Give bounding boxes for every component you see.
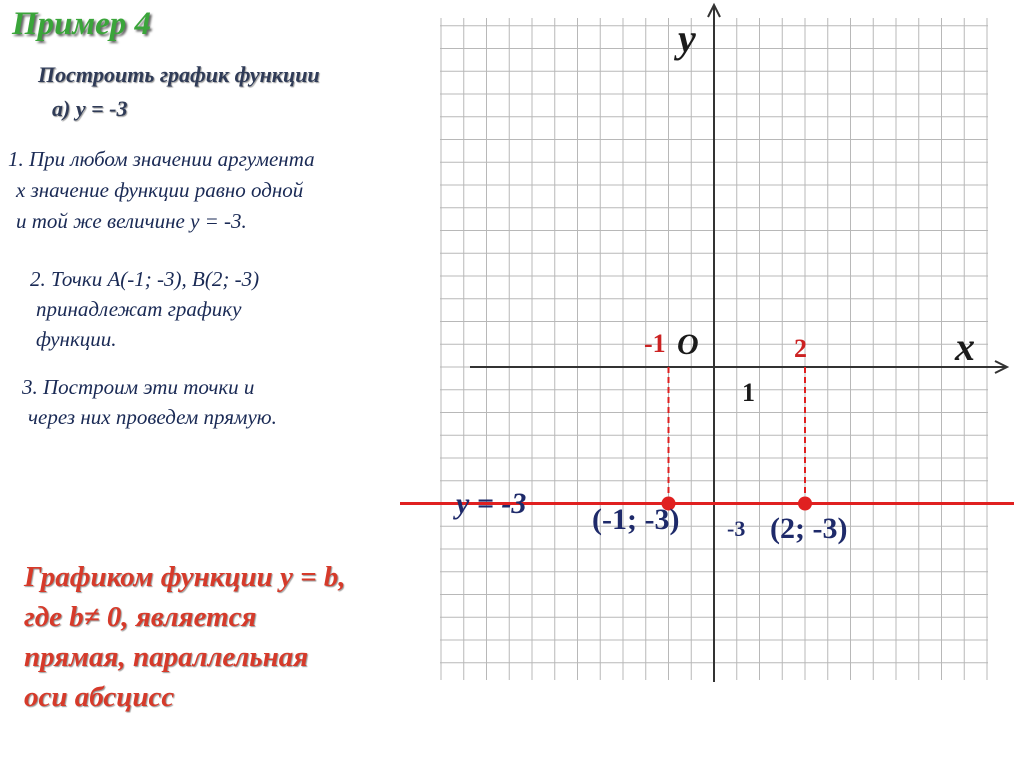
point-a-label: (-1; -3) [592,503,680,536]
step-1-line-1: 1. При любом значении аргумента [8,147,315,171]
conclusion-line-2: где b≠ 0, является [24,601,257,633]
conclusion-line-4: оси абсцисс [24,681,175,713]
line-equation-label: у = -3 [456,487,527,520]
tick-label-minus-1: -1 [644,329,666,358]
task-function: а) у = -3 [52,96,128,121]
step-1-line-3: и той же величине у = -3. [16,209,247,233]
tick-label-minus-3: -3 [727,516,746,541]
step-2-line-1: 2. Точки А(-1; -3), В(2; -3) [30,267,260,291]
step-1-line-2: х значение функции равно одной [16,178,304,202]
step-3-line-2: через них проведем прямую. [28,405,277,429]
point-b [798,497,812,511]
conclusion-line-1: Графиком функции у = b, [24,561,346,593]
point-b-label: (2; -3) [770,512,848,545]
origin-label: O [677,328,699,361]
axes [470,5,1007,682]
tick-label-2: 2 [794,334,807,363]
conclusion-line-3: прямая, параллельная [24,641,309,673]
task-heading: Построить график функции [38,62,320,87]
step-2-line-2: принадлежат графику [36,297,242,321]
x-axis-label: x [955,324,975,369]
step-3-line-1: 3. Построим эти точки и [22,375,255,399]
unit-label: 1 [742,378,755,407]
step-2-line-3: функции. [36,327,117,351]
example-title: Пример 4 [12,6,152,42]
y-axis-label: y [678,16,696,61]
